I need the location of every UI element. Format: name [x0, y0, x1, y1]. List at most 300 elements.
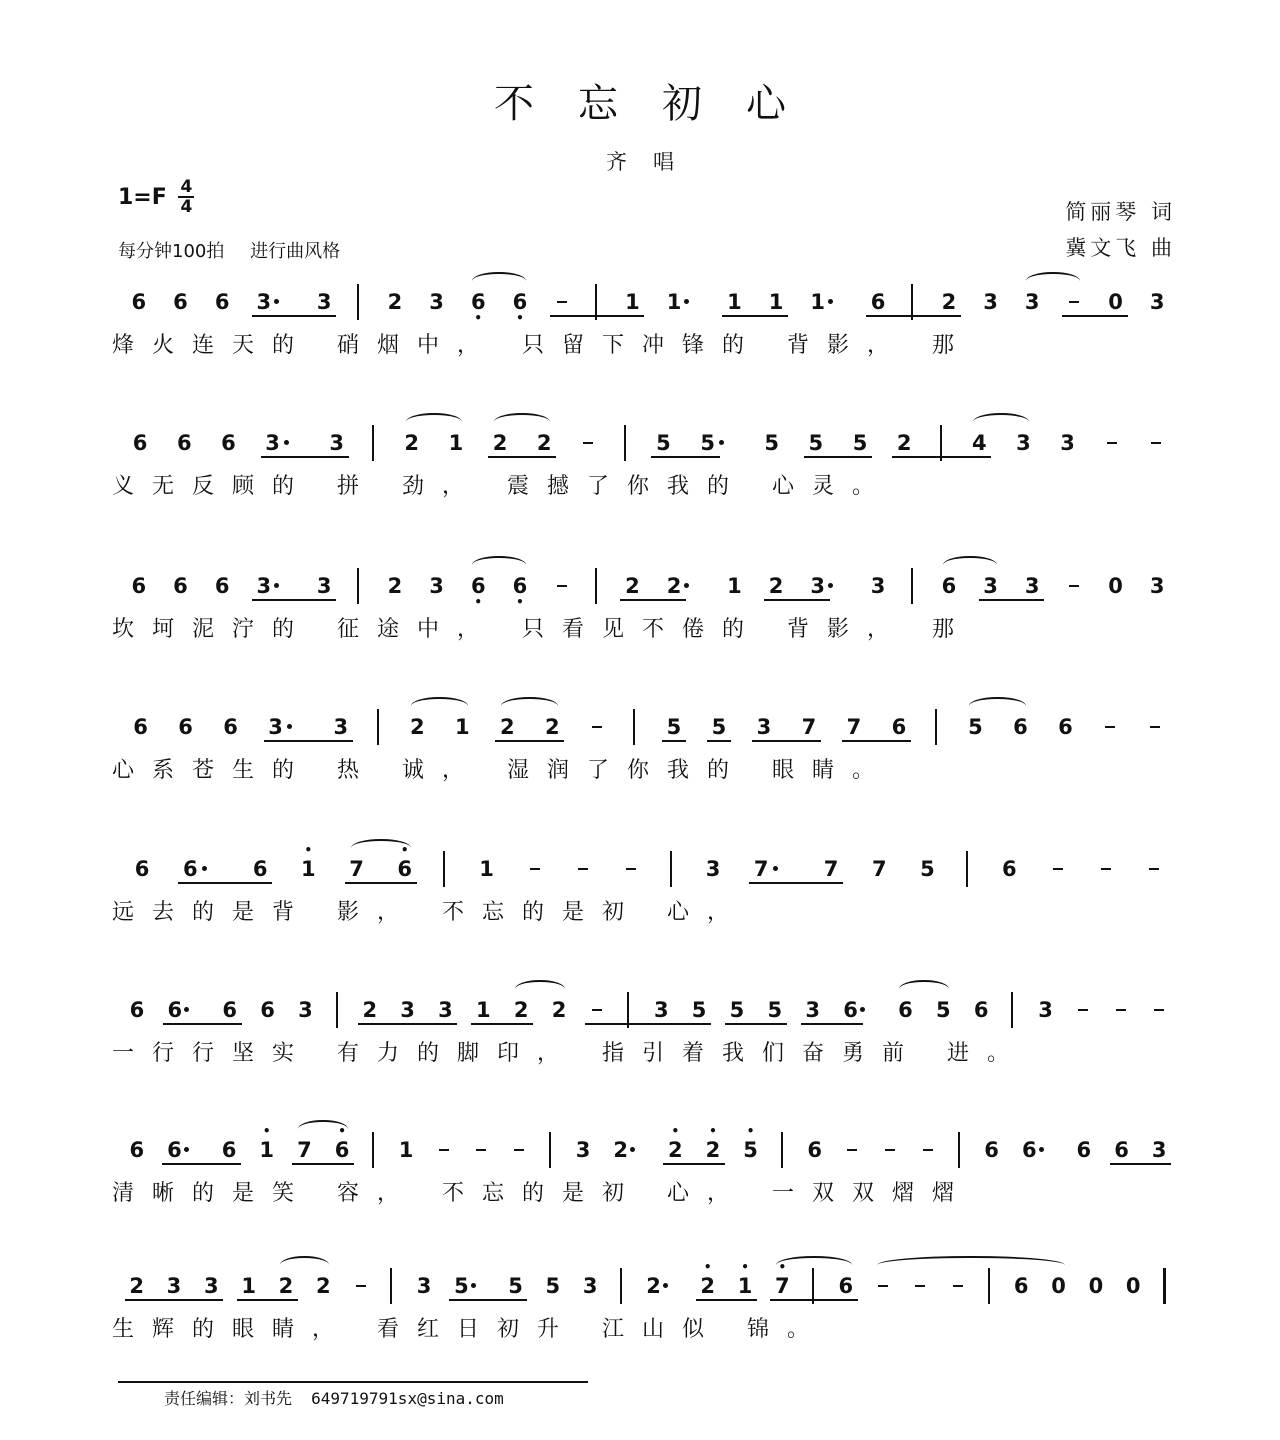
note: 2: [768, 574, 784, 598]
note: 3: [653, 998, 669, 1022]
tie-arc: [1026, 272, 1080, 290]
underline-beam: [488, 456, 556, 458]
note: 2: [315, 1274, 331, 1298]
note: 6: [984, 1138, 999, 1162]
sustain-dash: [1107, 442, 1117, 444]
sustain-dash: [356, 1285, 366, 1287]
sustain-dash: [923, 1149, 933, 1151]
note: 3: [416, 1274, 432, 1298]
underline-beam: [764, 599, 830, 601]
tie-arc: [472, 272, 526, 290]
note: 3: [870, 574, 886, 598]
note: 5: [545, 1274, 561, 1298]
note: 3: [805, 998, 820, 1022]
underline-beam: [649, 1023, 711, 1025]
note: 0: [1108, 574, 1123, 598]
note: 3: [166, 1274, 182, 1298]
sustain-dash: [847, 1149, 857, 1151]
underline-beam: [620, 599, 686, 601]
augmentation-dot: [274, 299, 279, 304]
note: • 1: [296, 857, 320, 881]
note: 6: [131, 574, 147, 598]
footer: [164, 1386, 504, 1409]
barline: [390, 1268, 392, 1304]
note: 6: [173, 290, 188, 314]
performance-type: 齐唱: [606, 150, 700, 174]
note: 2: [410, 715, 425, 739]
time-numerator: 4: [180, 177, 193, 197]
underline-beam: [651, 456, 719, 458]
final-barline: [1163, 1268, 1166, 1304]
note: 5: [666, 715, 682, 739]
time-denominator: 4: [180, 197, 193, 217]
augmentation-dot: [184, 1147, 189, 1152]
note: 5: [852, 431, 868, 455]
note: 3: [1024, 574, 1040, 598]
tie-arc: [406, 413, 462, 431]
note: • 7: [770, 1274, 794, 1298]
tie-arc: [494, 413, 550, 431]
tempo-style: 进行曲风格: [250, 241, 341, 262]
note: 3: [400, 998, 415, 1022]
note: 3: [983, 574, 998, 598]
note: 6: [134, 857, 150, 881]
underline-beam: [892, 456, 991, 458]
score-system: [0, 568, 1280, 688]
sustain-dash: [1069, 301, 1079, 303]
score-system: [0, 851, 1280, 971]
underline-beam: [770, 1299, 857, 1301]
note: 5: [935, 998, 951, 1022]
sustain-dash: [1154, 1009, 1164, 1011]
sustain-dash: [1150, 726, 1160, 728]
note: 3: [1149, 574, 1165, 598]
tie-arc: [411, 697, 468, 715]
note: • 2: [663, 1138, 687, 1162]
sustain-dash: [592, 726, 602, 728]
note: 3: [1149, 290, 1165, 314]
note: 6: [1013, 1274, 1029, 1298]
underline-beam: [495, 740, 564, 742]
tie-arc: [298, 1120, 348, 1138]
sustain-dash: [583, 442, 593, 444]
note: 7: [349, 857, 364, 881]
note: 5: [656, 431, 671, 455]
note: 5: [764, 431, 779, 455]
note: 6: [167, 998, 183, 1022]
tie-arc: [351, 839, 411, 857]
note: 5: [920, 857, 935, 881]
note: 5: [767, 998, 783, 1022]
lyrics-line: 一行行坚实 有力的脚印， 指引着我们奋勇前 进。: [112, 1041, 1027, 1066]
tempo-bpm: 每分钟100拍: [118, 241, 225, 262]
sustain-dash: [1105, 726, 1115, 728]
augmentation-dot: [202, 866, 207, 871]
barline: [1011, 992, 1013, 1028]
note: 7: [801, 715, 817, 739]
note: 6: [129, 998, 145, 1022]
lyricist-credit: 简丽琴 词: [1065, 200, 1176, 224]
tie-arc: [943, 556, 997, 574]
lyrics-line: 清晰的是笑 容， 不忘的是初 心， 一双双熠熠: [112, 1181, 972, 1206]
score-system: [0, 992, 1280, 1112]
note: 6: [1013, 715, 1028, 739]
note: 2: [545, 715, 560, 739]
note: 6: [221, 431, 236, 455]
note: 5: [508, 1274, 523, 1298]
sustain-dash: [1149, 868, 1159, 870]
footer-divider: [118, 1381, 588, 1383]
note: 3: [265, 431, 280, 455]
note: 2: [625, 574, 640, 598]
underline-beam: [979, 599, 1045, 601]
note: 6: [843, 998, 858, 1022]
tie-arc: [877, 1256, 1064, 1274]
note: 5: [454, 1274, 469, 1298]
note: 7: [823, 857, 839, 881]
score-system: [0, 425, 1280, 545]
note: 1: [398, 1138, 414, 1162]
note: • 6: [393, 857, 417, 881]
underline-beam: [725, 1023, 787, 1025]
underline-beam: [162, 1299, 223, 1301]
note: • 2: [701, 1138, 725, 1162]
augmentation-dot: [1039, 1147, 1044, 1152]
note: 1: [241, 1274, 256, 1298]
augmentation-dot: [274, 583, 279, 588]
note: 3: [316, 574, 332, 598]
note: 1: [448, 431, 464, 455]
note: 2: [666, 574, 682, 598]
underline-beam: [162, 1163, 241, 1165]
score-system: [0, 1268, 1280, 1388]
tempo-marking: [118, 237, 360, 263]
augmentation-dot: [284, 440, 289, 445]
note: 3: [705, 857, 721, 881]
note: • 1: [733, 1274, 757, 1298]
barline: [966, 851, 968, 887]
barline: [377, 709, 379, 745]
note: 1: [476, 998, 491, 1022]
barline: [935, 709, 937, 745]
underline-beam: [471, 1023, 533, 1025]
barline: [549, 1132, 551, 1168]
note: 6 •: [508, 574, 532, 598]
barline: [633, 709, 635, 745]
underline-beam: [696, 1299, 757, 1301]
augmentation-dot: [684, 583, 689, 588]
note: 3: [429, 290, 444, 314]
note: 3: [810, 574, 826, 598]
note: 3: [1024, 290, 1040, 314]
note: 7: [871, 857, 887, 881]
note: 6 •: [466, 574, 490, 598]
underline-beam: [722, 315, 788, 317]
augmentation-dot: [719, 440, 724, 445]
lyrics-line: 义无反顾的 拼 劲， 震撼了你我的 心灵。: [112, 474, 892, 499]
note: 1: [727, 574, 742, 598]
underline-beam: [749, 882, 843, 884]
note: • 2: [696, 1274, 720, 1298]
note: 0: [1051, 1274, 1066, 1298]
note: 6: [1114, 1138, 1129, 1162]
note: 3: [298, 998, 313, 1022]
barline: [357, 568, 359, 604]
augmentation-dot: [184, 1007, 189, 1012]
underline-beam: [264, 740, 353, 742]
note: 2: [387, 290, 403, 314]
barline: [620, 1268, 622, 1304]
note: 3: [575, 1138, 591, 1162]
tie-arc: [969, 697, 1026, 715]
underline-beam: [804, 456, 872, 458]
note: 6: [182, 857, 198, 881]
sustain-dash: [592, 1009, 602, 1011]
augmentation-dot: [684, 299, 689, 304]
augmentation-dot: [860, 1007, 865, 1012]
tie-arc: [973, 413, 1029, 431]
underline-beam: [252, 315, 336, 317]
note: 3: [1038, 998, 1053, 1022]
underline-beam: [752, 740, 821, 742]
note: 1: [666, 290, 682, 314]
lyrics-line: 烽火连天的 硝烟中， 只留下冲锋的 背影， 那: [112, 333, 972, 358]
lyrics-line: 生辉的眼睛， 看红日初升 江山似 锦。: [112, 1317, 827, 1342]
note: 0: [1088, 1274, 1104, 1298]
sustain-dash: [439, 1149, 449, 1151]
note: 2: [404, 431, 420, 455]
barline: [781, 1132, 783, 1168]
underline-beam: [261, 456, 349, 458]
note: 1: [727, 290, 742, 314]
sustain-dash: [557, 585, 567, 587]
augmentation-dot: [287, 724, 292, 729]
tie-arc: [472, 556, 526, 574]
note: 6: [129, 1138, 145, 1162]
augmentation-dot: [773, 866, 778, 871]
note: 3: [329, 431, 344, 455]
note: 6: [1058, 715, 1073, 739]
note: 1: [625, 290, 640, 314]
note: 2: [551, 998, 567, 1022]
underline-beam: [1062, 315, 1128, 317]
underline-beam: [866, 315, 961, 317]
barline: [670, 851, 672, 887]
note: 6: [260, 998, 275, 1022]
barline: [357, 284, 359, 320]
note: 3: [983, 290, 998, 314]
tie-arc: [501, 697, 558, 715]
note: • 6: [330, 1138, 354, 1162]
key-label: 1=F: [118, 184, 167, 210]
note: 3: [756, 715, 772, 739]
note: 2: [896, 431, 912, 455]
tie-arc: [280, 1256, 329, 1274]
note: 0: [1125, 1274, 1141, 1298]
note: 2: [500, 715, 515, 739]
barline: [372, 425, 374, 461]
underline-beam: [550, 315, 645, 317]
note: 6: [222, 998, 237, 1022]
tie-arc: [899, 980, 949, 998]
note: 2: [646, 1274, 661, 1298]
sustain-dash: [885, 1149, 895, 1151]
underline-beam: [252, 599, 336, 601]
lyrics-line: 远去的是背 影， 不忘的是初 心，: [112, 900, 747, 925]
underline-beam: [707, 740, 731, 742]
note: 1: [455, 715, 470, 739]
score-system: [0, 284, 1280, 404]
lyrics-line: 坎坷泥泞的 征途中， 只看见不倦的 背影， 那: [112, 617, 972, 642]
sustain-dash: [915, 1285, 925, 1287]
underline-beam: [292, 1163, 354, 1165]
underline-beam: [842, 740, 911, 742]
note: 6: [1021, 1138, 1037, 1162]
underline-beam: [449, 1299, 527, 1301]
note: 3: [256, 574, 272, 598]
note: 5: [711, 715, 727, 739]
tie-arc: [515, 980, 565, 998]
barline: [372, 1132, 374, 1168]
note: 3: [333, 715, 349, 739]
note: 6: [807, 1138, 822, 1162]
editor-credit: 责任编辑：刘书先: [164, 1389, 293, 1408]
barline: [336, 992, 338, 1028]
note: 5: [700, 431, 715, 455]
underline-beam: [237, 1299, 298, 1301]
note: 2: [387, 574, 403, 598]
barline: [624, 425, 626, 461]
note: 6 •: [508, 290, 532, 314]
note: 6: [898, 998, 913, 1022]
augmentation-dot: [828, 583, 833, 588]
note: 2: [941, 290, 957, 314]
note: 3: [582, 1274, 598, 1298]
note: 6: [223, 715, 238, 739]
sustain-dash: [514, 1149, 524, 1151]
note: 3: [1060, 431, 1075, 455]
note: 2: [129, 1274, 144, 1298]
lyrics-line: 心系苍生的 热 诚， 湿润了你我的 眼睛。: [112, 758, 892, 783]
note: • 5: [739, 1138, 763, 1162]
note: 6: [221, 1138, 237, 1162]
note: 7: [753, 857, 769, 881]
note: 3: [316, 290, 332, 314]
sustain-dash: [626, 868, 636, 870]
note: 6: [891, 715, 907, 739]
barline: [443, 851, 445, 887]
barline: [595, 568, 597, 604]
note: 6: [252, 857, 268, 881]
underline-beam: [178, 882, 272, 884]
key-signature: [118, 178, 194, 216]
editor-email: 649719791sx@sina.com: [311, 1389, 504, 1408]
note: 2: [613, 1138, 628, 1162]
note: 6: [131, 290, 147, 314]
augmentation-dot: [471, 1283, 476, 1288]
augmentation-dot: [663, 1283, 668, 1288]
note: 6: [973, 998, 989, 1022]
note: 6: [176, 431, 192, 455]
sustain-dash: [1151, 442, 1161, 444]
score-system: [0, 1132, 1280, 1252]
note: 3: [256, 290, 272, 314]
sustain-dash: [578, 868, 588, 870]
note: 3: [268, 715, 283, 739]
note: 6: [214, 574, 230, 598]
note: 2: [513, 998, 529, 1022]
sustain-dash: [1078, 1009, 1088, 1011]
note: 6: [178, 715, 193, 739]
note: 6: [870, 290, 886, 314]
note: 6: [133, 715, 148, 739]
sustain-dash: [953, 1285, 963, 1287]
sustain-dash: [1069, 585, 1079, 587]
sustain-dash: [557, 301, 567, 303]
sustain-dash: [1053, 868, 1063, 870]
underline-beam: [1110, 1163, 1172, 1165]
underline-beam: [801, 1023, 863, 1025]
note: 3: [438, 998, 453, 1022]
score-system: [0, 709, 1280, 829]
note: 6: [1076, 1138, 1092, 1162]
note: 7: [846, 715, 862, 739]
note: 1: [768, 290, 784, 314]
note: 6: [838, 1274, 854, 1298]
augmentation-dot: [630, 1147, 635, 1152]
barline: [911, 568, 913, 604]
underline-beam: [662, 740, 686, 742]
note: 5: [691, 998, 707, 1022]
sustain-dash: [476, 1149, 486, 1151]
note: 5: [808, 431, 824, 455]
note: 6: [1002, 857, 1017, 881]
note: 5: [729, 998, 745, 1022]
note: 6: [214, 290, 230, 314]
note: 6 •: [466, 290, 490, 314]
underline-beam: [396, 1023, 458, 1025]
composer-credit: 冀文飞 曲: [1065, 236, 1176, 260]
underline-beam: [663, 1163, 725, 1165]
barline: [958, 1132, 960, 1168]
sustain-dash: [878, 1285, 888, 1287]
tie-arc: [776, 1256, 851, 1274]
sustain-dash: [1116, 1009, 1126, 1011]
time-signature: [178, 178, 194, 216]
note: 6: [173, 574, 188, 598]
note: 2: [278, 1274, 294, 1298]
note: 7: [297, 1138, 312, 1162]
note: 0: [1108, 290, 1123, 314]
underline-beam: [163, 1023, 242, 1025]
note: 1: [810, 290, 826, 314]
note: 2: [362, 998, 378, 1022]
note: 4: [971, 431, 987, 455]
note: 2: [492, 431, 508, 455]
note: 3: [203, 1274, 219, 1298]
note: 5: [968, 715, 983, 739]
note: 2: [536, 431, 552, 455]
note: 6: [167, 1138, 182, 1162]
note: 6: [132, 431, 148, 455]
augmentation-dot: [828, 299, 833, 304]
sustain-dash: [1101, 868, 1111, 870]
note: 3: [1151, 1138, 1167, 1162]
note: 6: [941, 574, 957, 598]
sustain-dash: [530, 868, 540, 870]
note: 3: [429, 574, 444, 598]
note: 1: [479, 857, 494, 881]
